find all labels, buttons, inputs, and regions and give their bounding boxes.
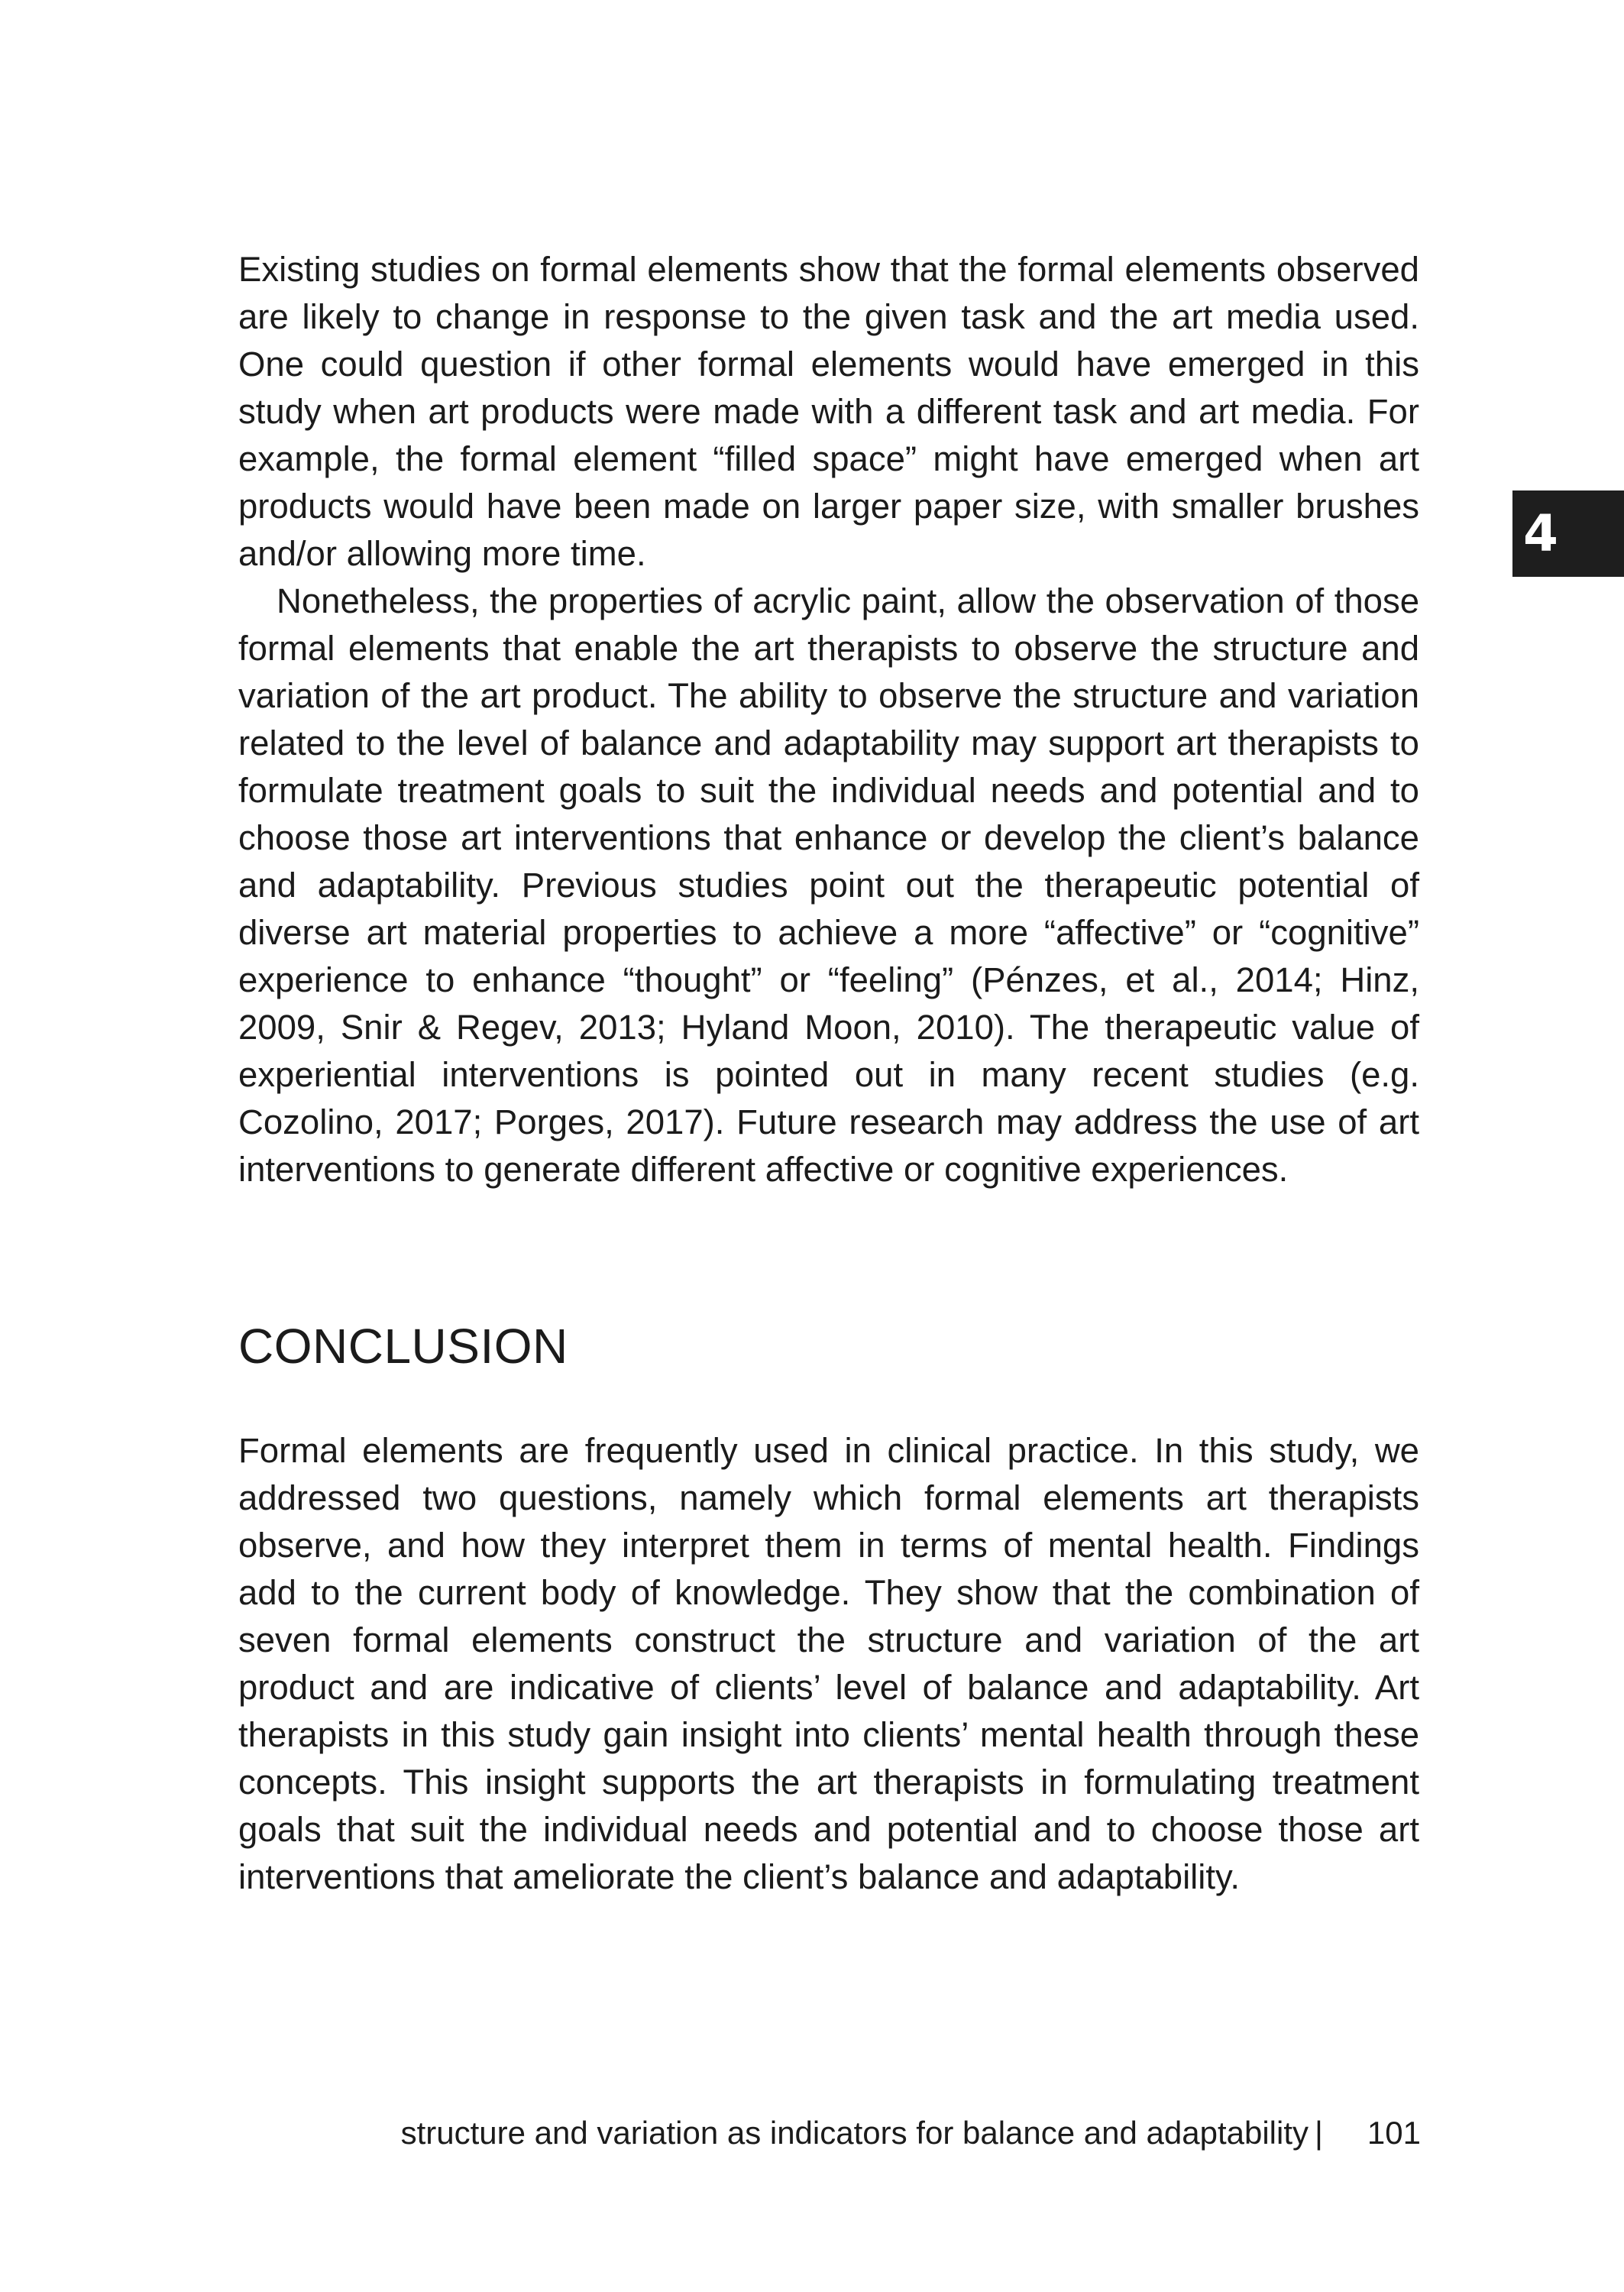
body-text xyxy=(238,246,1419,1193)
paragraph-2: Nonetheless, the properties of acrylic paint, allow the observation of those formal elements that enable the art therapists to observe the structure and variation of the art product. The ability to observe the structure and variation related to the level of balance and adaptability may support art therapists to formulate treatment goals to suit the individual needs and potential and to choose those art interventions that enhance or develop the client’s balance and adaptability. Previous studies point out the therapeutic potential of diverse art material properties to achieve a more “affective” or “cognitive” experience to enhance “thought” or “feeling” (Pénzes, et al., 2014; Hinz, 2009, Snir & Regev, 2013; Hyland Moon, 2010). The therapeutic value of experiential interventions is pointed out in many recent studies (e.g. Cozolino, 2017; Porges, 2017). Future research may address the use of art interventions to generate different affective or cognitive experiences. xyxy=(238,581,1419,1189)
conclusion-text xyxy=(238,1427,1419,1901)
paragraph-1: Existing studies on formal elements show that the formal elements observed are likely to change in response to the given task and the art media used. One could question if other formal elements would have emerged in this study when art products were made with a different task and art media. For example, the formal element “filled space” might have emerged when art products would have been made on larger paper size, with smaller brushes and/or allowing more time. xyxy=(238,250,1419,573)
footer-separator: | xyxy=(1315,2115,1323,2151)
chapter-number: 4 xyxy=(1523,503,1558,563)
page-number: 101 xyxy=(1367,2115,1421,2151)
section-heading: CONCLUSION xyxy=(238,1319,568,1374)
conclusion-paragraph: Formal elements are frequently used in clinical practice. In this study, we addressed two questions, namely which formal elements art therapists observe, and how they interpret them in terms of mental health. Findings add to the current body of knowledge. They show that the combination of seven formal elements construct the structure and variation of the art product and are indicative of clients’ level of balance and adaptability. Art therapists in this study gain insight into clients’ mental health through these concepts. This insight supports the art therapists in formulating treatment goals that suit the individual needs and potential and to choose those art interventions that ameliorate the client’s balance and adaptability. xyxy=(238,1431,1419,1896)
page-footer xyxy=(401,2112,1421,2154)
running-title: structure and variation as indicators for balance and adaptability xyxy=(400,2115,1309,2151)
chapter-tab xyxy=(1512,490,1624,577)
